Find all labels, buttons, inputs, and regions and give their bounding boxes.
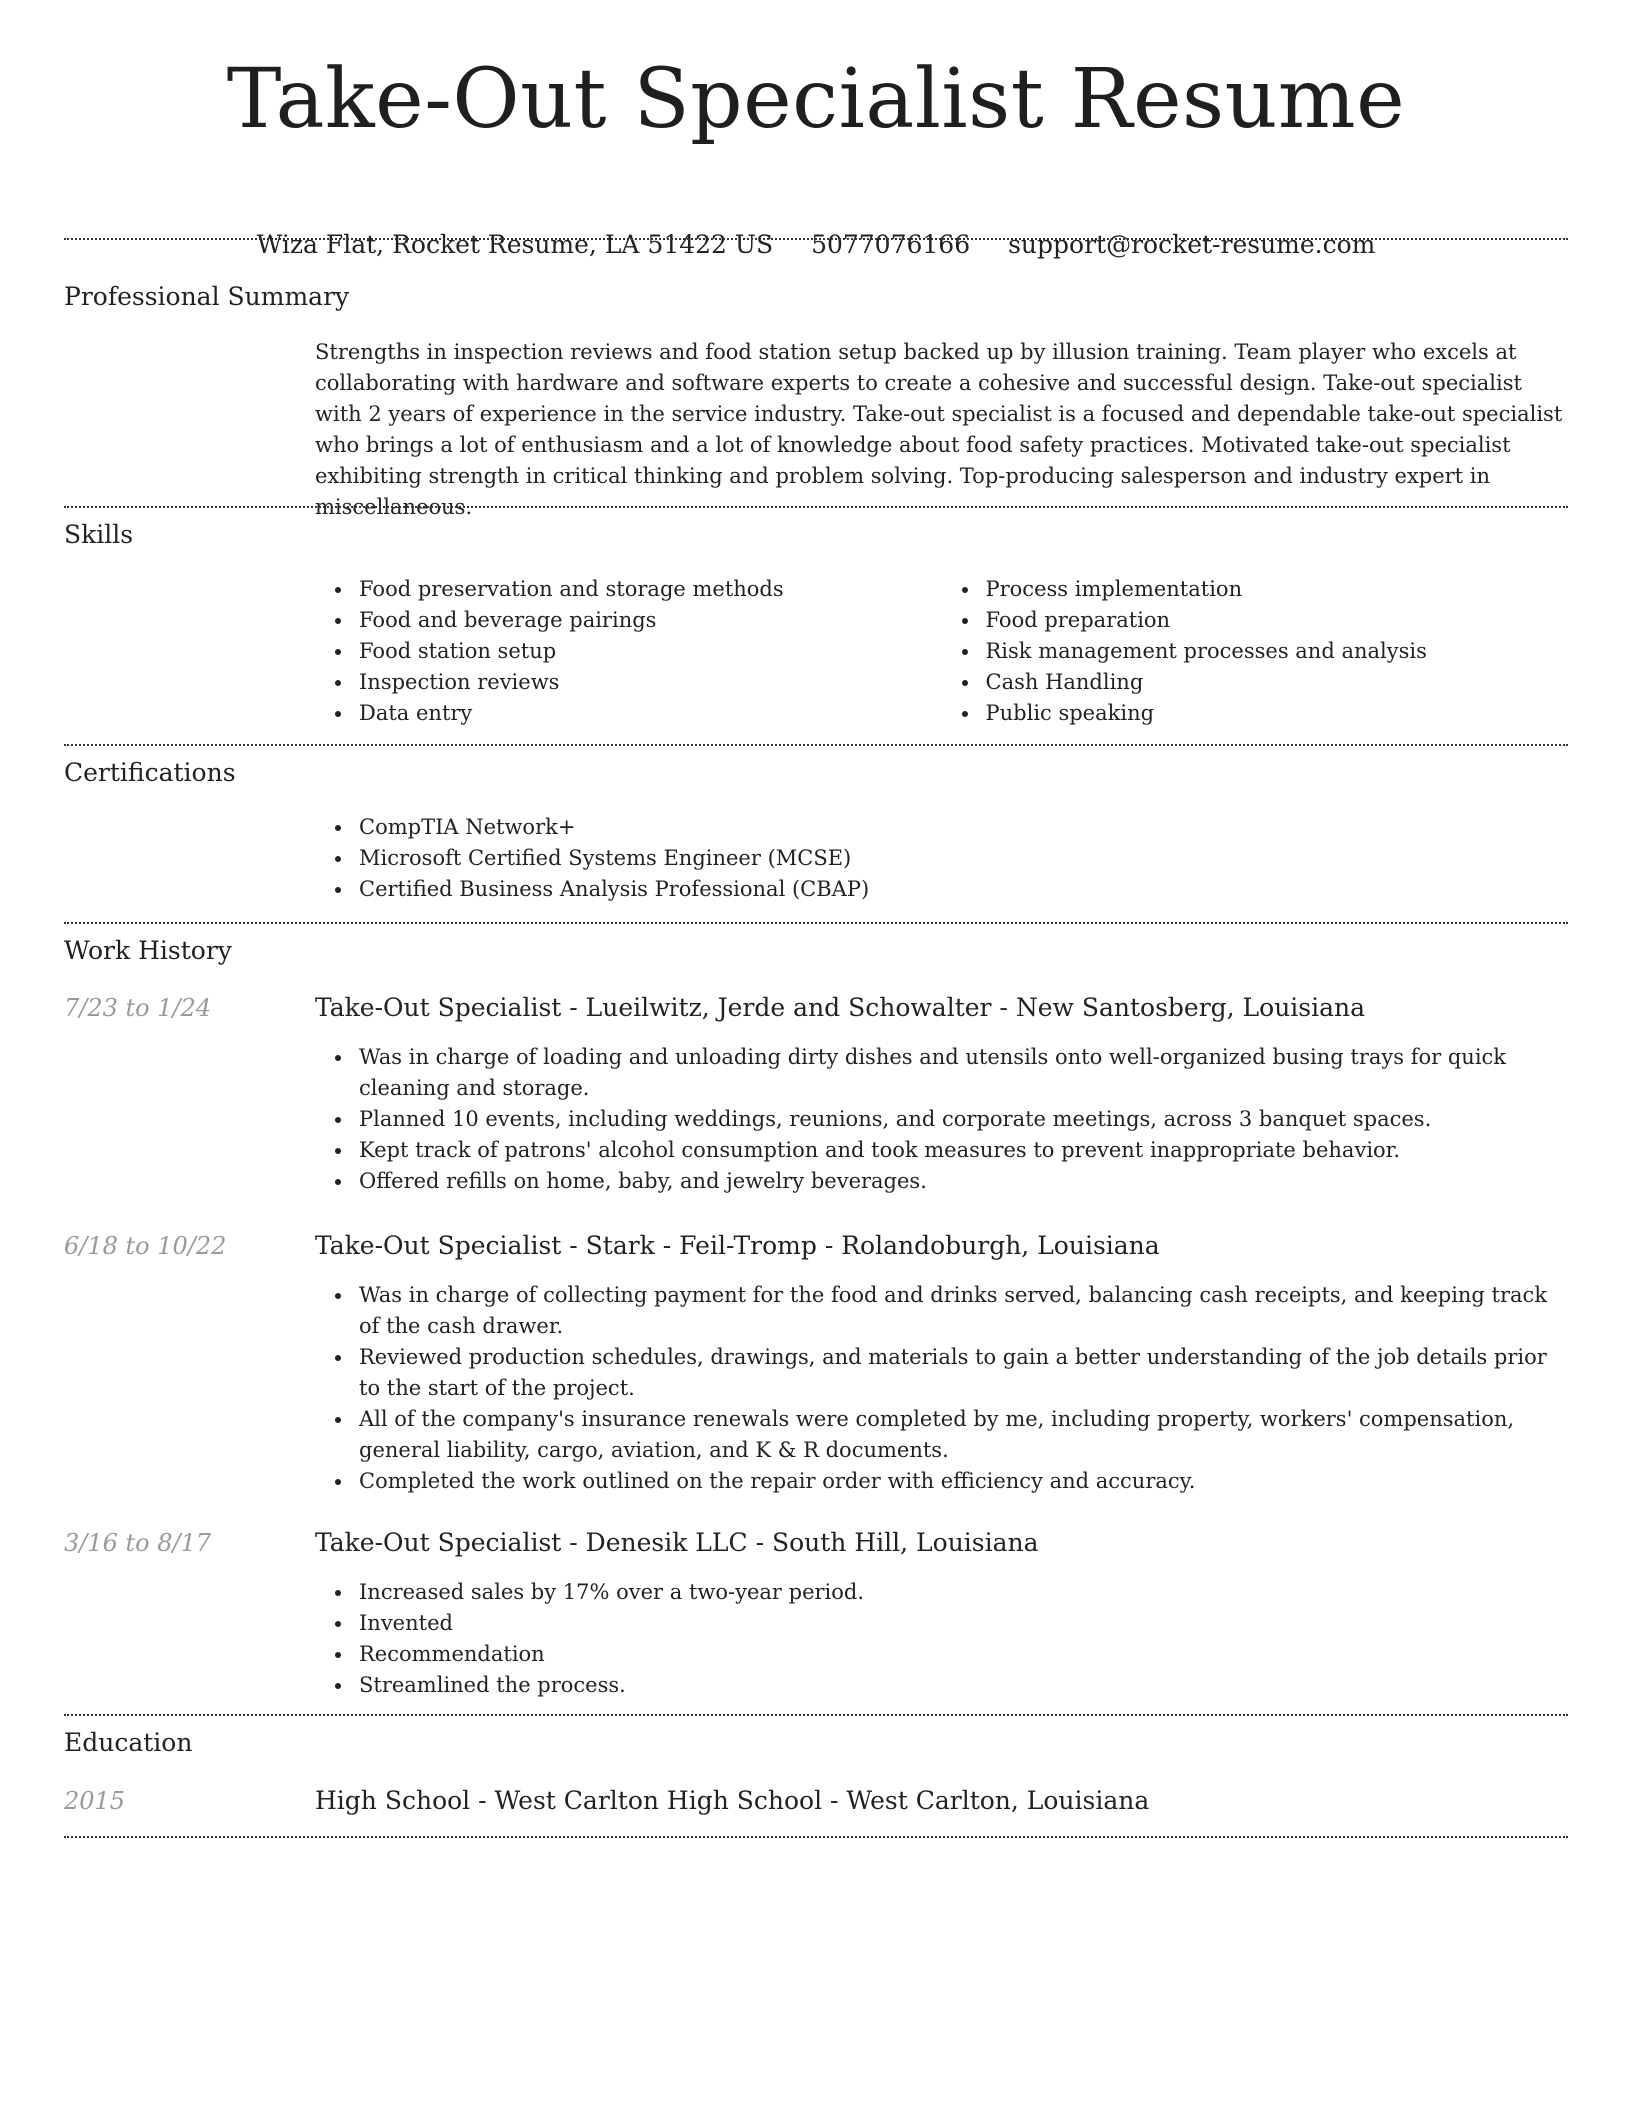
- job-heading: Take-Out Specialist - Lueilwitz, Jerde and Schowalter - New Santosberg, Louisiana: [315, 993, 1366, 1022]
- divider: [64, 506, 1568, 508]
- job-dates: 6/18 to 10/22: [64, 1232, 227, 1260]
- job-bullet: All of the company's insurance renewals were completed by me, including property, workers' compensation, general liability, cargo, aviation, and K & R documents.: [359, 1404, 1568, 1466]
- job-bullet: Increased sales by 17% over a two-year period.: [359, 1577, 1568, 1608]
- skill-item: Cash Handling: [986, 667, 1569, 698]
- job-bullet: Was in charge of loading and unloading dirty dishes and utensils onto well-organized busing trays for quick cleaning and storage.: [359, 1042, 1568, 1104]
- job-details: [315, 1577, 1568, 1701]
- job-details: [315, 1280, 1568, 1497]
- job-bullet: Completed the work outlined on the repair order with efficiency and accuracy.: [359, 1466, 1568, 1497]
- summary-block: [315, 337, 1568, 523]
- job-dates: 3/16 to 8/17: [64, 1529, 212, 1557]
- skills-block: [315, 574, 1568, 729]
- skill-item: Data entry: [359, 698, 942, 729]
- job-bullet: Invented: [359, 1608, 1568, 1639]
- divider: [64, 744, 1568, 746]
- divider: [64, 1714, 1568, 1716]
- section-title-certifications: Certifications: [64, 758, 236, 787]
- job-heading: Take-Out Specialist - Denesik LLC - South Hill, Louisiana: [315, 1528, 1039, 1557]
- skill-item: Food and beverage pairings: [359, 605, 942, 636]
- skill-item: Public speaking: [986, 698, 1569, 729]
- contact-line: [64, 230, 1568, 260]
- skill-item: Process implementation: [986, 574, 1569, 605]
- resume-page: [64, 0, 1568, 1815]
- section-title-work-history: Work History: [64, 936, 232, 965]
- job-details: [315, 1042, 1568, 1197]
- contact-address: Wiza Flat, Rocket Resume, LA 51422 US: [256, 230, 774, 259]
- section-title-skills: Skills: [64, 520, 134, 549]
- job-bullet: Reviewed production schedules, drawings, and materials to gain a better understanding of the job details prior to the start of the project.: [359, 1342, 1568, 1404]
- job-bullet: Planned 10 events, including weddings, reunions, and corporate meetings, across 3 banquet spaces.: [359, 1104, 1568, 1135]
- contact-phone: 5077076166: [811, 230, 971, 259]
- skill-item: Food preparation: [986, 605, 1569, 636]
- job-bullet: Kept track of patrons' alcohol consumption and took measures to prevent inappropriate behavior.: [359, 1135, 1568, 1166]
- section-title-summary: Professional Summary: [64, 282, 350, 311]
- section-title-education: Education: [64, 1728, 193, 1757]
- divider: [64, 1836, 1568, 1838]
- certification-item: Certified Business Analysis Professional (CBAP): [359, 874, 1568, 905]
- skills-list-left: [315, 574, 942, 729]
- education-entry: High School - West Carlton High School - West Carlton, Louisiana: [315, 1786, 1150, 1815]
- skill-item: Food preservation and storage methods: [359, 574, 942, 605]
- certification-item: CompTIA Network+: [359, 812, 1568, 843]
- certification-item: Microsoft Certified Systems Engineer (MCSE): [359, 843, 1568, 874]
- job-bullet: Recommendation: [359, 1639, 1568, 1670]
- skill-item: Risk management processes and analysis: [986, 636, 1569, 667]
- job-dates: 7/23 to 1/24: [64, 994, 212, 1022]
- summary-text: Strengths in inspection reviews and food station setup backed up by illusion training. Team player who excels at collaborating with hardware and software experts to create a cohesive and successful design. Take-out specialist with 2 years of experience in the service industry. Take-out specialist is a focused and dependable take-out specialist who brings a lot of enthusiasm and a lot of knowledge about food safety practices. Motivated take-out specialist exhibiting strength in critical thinking and problem solving. Top-producing salesperson and industry expert in miscellaneous.: [315, 340, 1563, 519]
- job-bullet: Streamlined the process.: [359, 1670, 1568, 1701]
- contact-email: support@rocket-resume.com: [1008, 230, 1376, 259]
- job-bullet: Offered refills on home, baby, and jewelry beverages.: [359, 1166, 1568, 1197]
- skill-item: Food station setup: [359, 636, 942, 667]
- job-heading: Take-Out Specialist - Stark - Feil-Tromp - Rolandoburgh, Louisiana: [315, 1231, 1160, 1260]
- skills-list-right: [942, 574, 1569, 729]
- job-bullets: [315, 1280, 1568, 1497]
- skill-item: Inspection reviews: [359, 667, 942, 698]
- job-bullet: Was in charge of collecting payment for the food and drinks served, balancing cash receipts, and keeping track of the cash drawer.: [359, 1280, 1568, 1342]
- certifications-list: [315, 812, 1568, 905]
- resume-title: Take-Out Specialist Resume: [226, 52, 1406, 147]
- certifications-block: [315, 812, 1568, 905]
- job-bullets: [315, 1577, 1568, 1701]
- divider: [64, 922, 1568, 924]
- job-bullets: [315, 1042, 1568, 1197]
- education-year: 2015: [64, 1787, 126, 1815]
- divider: [64, 238, 1568, 240]
